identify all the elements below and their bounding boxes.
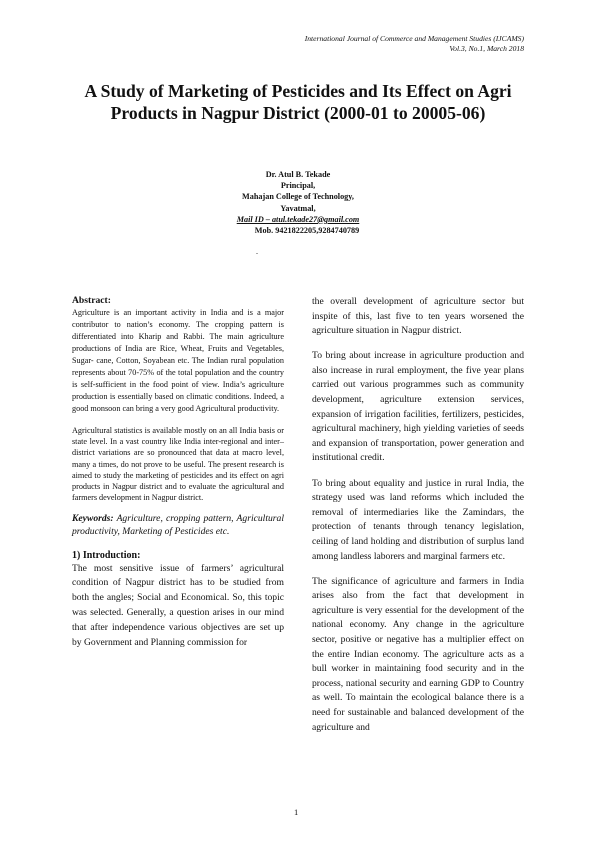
author-institution: Mahajan College of Technology,	[242, 192, 354, 202]
title-line-1: A Study of Marketing of Pesticides and Its Effect on Agri	[84, 81, 512, 101]
paper-title	[60, 80, 536, 124]
journal-name: International Journal of Commerce and Management Studies (IJCAMS)	[304, 34, 524, 43]
introduction-paragraph-1: The most sensitive issue of farmers’ agricultural condition of Nagpur district has to be studied from both the angles; Social and Economical. So, this topic was selected. Generally, a question arises in our mind that after independence various objectives are set up by Government and Planning commission for	[72, 562, 284, 648]
author-mobile: Mob. 9421822205,9284740789	[254, 226, 360, 236]
title-line-2: Products in Nagpur District (2000-01 to 20005-06)	[110, 103, 486, 123]
journal-header	[305, 34, 524, 54]
separator-dot: .	[256, 247, 258, 256]
abstract-paragraph-2: Agricultural statistics is available mostly on an all India basis or state level. In a vast country like India inter-regional and inter–district variations are so pronounced that data at macro level, many a times, do not prove to be useful. The present research is aimed to study the marketing of pesticides and its effect on agri products in Nagpur district and to evaluate the agricultural and farmers development in Nagpur district.	[72, 426, 284, 503]
journal-volume: Vol.3, No.1, March 2018	[449, 44, 524, 53]
body-paragraph: The significance of agriculture and farmers in India arises also from the fact that development in agriculture is very essential for the development of the national economy. Any change in the agriculture sector, positive or negative has a multiplier effect on the entire Indian economy. The agriculture acts as a bull worker in maintaining food security and in the process, national security and earning GDP to Country as well. To maintain the ecological balance there is a need for sustainable and balanced development of the agriculture and	[312, 575, 524, 733]
body-paragraph: To bring about equality and justice in rural India, the strategy used was land reforms which included the removal of intermediaries like the Zamindars, the protection of tenants through tenancy legislation, ceiling of land holding and distribution of surplus land among landless laborers and marginal farmers etc.	[312, 477, 524, 562]
body-paragraph: To bring about increase in agriculture production and also increase in rural employment, the five year plans carried out various programmes such as community development, agriculture extension services, expansion of irrigation facilities, fertilizers, pesticides, agricultural machinery, high yielding varieties of seeds and expansion of transportation, power generation and institutional credit.	[312, 350, 524, 464]
keywords	[72, 513, 284, 538]
author-email[interactable]: Mail ID – atul.tekade27@gmail.com	[236, 214, 360, 224]
author-city: Yavatmal,	[280, 203, 316, 213]
keywords-text: Agriculture, cropping pattern, Agricultural productivity, Marketing of Pesticides etc.	[72, 513, 284, 538]
page-number: 1	[294, 807, 299, 817]
right-column	[312, 295, 524, 746]
left-column	[72, 295, 284, 660]
keywords-label: Keywords:	[72, 513, 114, 525]
introduction-heading: 1) Introduction:	[72, 549, 141, 561]
abstract-paragraph-1: Agriculture is an important activity in India and is a major contributor to nation’s economy. The cropping pattern is differentiated into Kharip and Rabbi. The main agriculture productions of India are Rice, Wheat, Fruits and Vegetables, Sugar- cane, Cotton, Soyabean etc. The Indian rural population represents about 70-75% of the total population and the country is self-sufficient in the food point of view. India’s agriculture production is essentially based on climatic conditions. Indeed, a good monsoon can bring a very good Agricultural productivity.	[72, 308, 284, 413]
author-designation: Principal,	[280, 181, 316, 191]
author-block	[160, 169, 436, 236]
body-paragraph: the overall development of agriculture sector but inspite of this, last five to ten years worsened the agriculture situation in Nagpur district.	[312, 296, 524, 337]
author-name: Dr. Atul B. Tekade	[265, 170, 331, 179]
abstract-heading: Abstract:	[72, 295, 111, 306]
